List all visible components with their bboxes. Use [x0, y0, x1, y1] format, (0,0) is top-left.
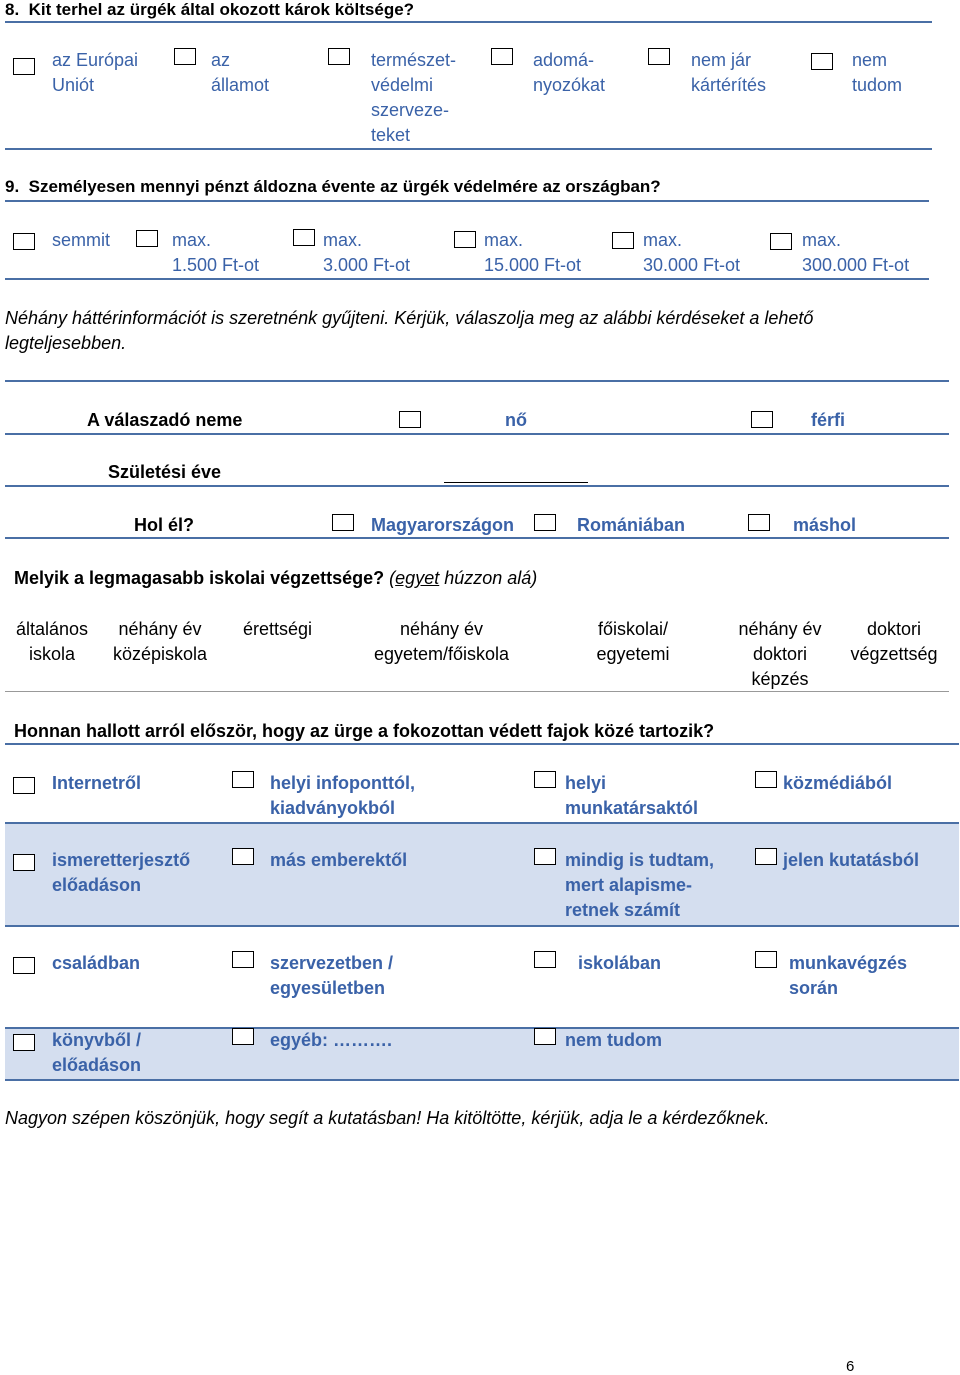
- checkbox-source-dont-know[interactable]: [534, 1028, 556, 1045]
- option-no-compensation: nem jár kártérítés: [691, 50, 767, 95]
- divider: [5, 200, 929, 202]
- divider: [5, 148, 932, 150]
- checkbox-other[interactable]: [232, 1028, 254, 1045]
- divider: [5, 433, 949, 435]
- option-local-staff: helyi munkatársaktól: [565, 773, 699, 818]
- option-romania: Romániában: [577, 515, 686, 535]
- option-book: könyvből / előadáson: [52, 1030, 142, 1075]
- option-max-15000: max. 15.000 Ft-ot: [484, 230, 582, 275]
- checkbox-always-knew[interactable]: [534, 848, 556, 865]
- checkbox-max-15000[interactable]: [454, 231, 476, 248]
- option-max-300000: max. 300.000 Ft-ot: [802, 230, 910, 275]
- option-dont-know: nem tudom: [852, 50, 903, 95]
- checkbox-no-compensation[interactable]: [648, 48, 670, 65]
- thank-you-note: Nagyon szépen köszönjük, hogy segít a kutatásban! Ha kitöltötte, kérjük, adja le a kérdezőknek.: [5, 1108, 770, 1128]
- checkbox-hungary[interactable]: [332, 514, 354, 531]
- birth-year-label: Születési éve: [108, 462, 222, 482]
- option-always-knew: mindig is tudtam, mert alapisme- retnek számít: [565, 850, 715, 920]
- page-number: 6: [846, 1358, 855, 1375]
- checkbox-book[interactable]: [13, 1034, 35, 1051]
- option-conservation: természet- védelmi szerveze- teket: [371, 50, 457, 145]
- option-info-point: helyi infoponttól, kiadványokból: [270, 773, 415, 818]
- option-public-media: közmédiából: [783, 773, 893, 793]
- option-male: férfi: [811, 410, 846, 430]
- intro-text: Néhány háttérinformációt is szeretnénk gyűjteni. Kérjük, válaszolja meg az alábbi kérdéseket a lehető legteljesebben.: [5, 308, 814, 353]
- option-lecture: ismeretterjesztő előadáson: [52, 850, 191, 895]
- education-question-text: Melyik a legmagasabb iskolai végzettsége?: [14, 568, 385, 588]
- option-this-survey: jelen kutatásból: [783, 850, 920, 870]
- option-state: az államot: [211, 50, 270, 95]
- checkbox-state[interactable]: [174, 48, 196, 65]
- education-some-university[interactable]: néhány év egyetem/főiskola: [373, 619, 510, 664]
- divider: [5, 537, 949, 539]
- education-graduation[interactable]: érettségi: [242, 619, 313, 639]
- option-female: nő: [505, 410, 527, 430]
- checkbox-info-point[interactable]: [232, 771, 254, 788]
- education-some-secondary[interactable]: néhány év középiskola: [112, 619, 208, 664]
- option-family: családban: [52, 953, 141, 973]
- education-doctorate[interactable]: doktori végzettség: [850, 619, 938, 664]
- divider: [5, 1079, 959, 1081]
- education-elementary[interactable]: általános iskola: [15, 619, 89, 664]
- checkbox-max-1500[interactable]: [136, 230, 158, 247]
- checkbox-lecture[interactable]: [13, 854, 35, 871]
- option-school: iskolában: [578, 953, 662, 973]
- checkbox-conservation[interactable]: [328, 48, 350, 65]
- checkbox-this-survey[interactable]: [755, 848, 777, 865]
- checkbox-school[interactable]: [534, 951, 556, 968]
- checkbox-max-300000[interactable]: [770, 233, 792, 250]
- option-taxpayers: adomá- nyozókat: [533, 50, 606, 95]
- option-nothing: semmit: [52, 230, 110, 250]
- option-other-people: más emberektől: [270, 850, 408, 870]
- checkbox-elsewhere[interactable]: [748, 514, 770, 531]
- checkbox-max-3000[interactable]: [293, 229, 315, 246]
- checkbox-taxpayers[interactable]: [491, 48, 513, 65]
- option-eu: az Európai Uniót: [52, 50, 139, 95]
- checkbox-public-media[interactable]: [755, 771, 777, 788]
- education-question: [14, 566, 537, 591]
- option-internet: Internetről: [52, 773, 142, 793]
- divider: [5, 380, 949, 382]
- option-work: munkavégzés során: [789, 953, 908, 998]
- option-organization: szervezetben / egyesületben: [270, 953, 394, 998]
- checkbox-nothing[interactable]: [13, 233, 35, 250]
- residence-label: Hol él?: [134, 515, 195, 535]
- option-elsewhere: máshol: [793, 515, 857, 535]
- divider: [5, 743, 959, 745]
- checkbox-dont-know[interactable]: [811, 53, 833, 70]
- gender-label: A válaszadó neme: [87, 410, 243, 430]
- education-college-university[interactable]: főiskolai/ egyetemi: [596, 619, 670, 664]
- q9-title: 9. Személyesen mennyi pénzt áldozna évente az ürgék védelmére az országban?: [5, 177, 661, 196]
- checkbox-female[interactable]: [399, 411, 421, 428]
- divider: [5, 278, 929, 280]
- checkbox-local-staff[interactable]: [534, 771, 556, 788]
- q8-title: 8. Kit terhel az ürgék által okozott károk költsége?: [5, 0, 415, 19]
- checkbox-eu[interactable]: [13, 58, 35, 75]
- source-question: Honnan hallott arról először, hogy az ürge a fokozottan védett fajok közé tartozik?: [14, 721, 715, 741]
- checkbox-work[interactable]: [755, 951, 777, 968]
- option-source-dont-know: nem tudom: [565, 1030, 662, 1050]
- checkbox-male[interactable]: [751, 411, 773, 428]
- option-max-30000: max. 30.000 Ft-ot: [643, 230, 741, 275]
- row-band: [5, 1028, 959, 1080]
- option-max-3000: max. 3.000 Ft-ot: [323, 230, 411, 275]
- checkbox-organization[interactable]: [232, 951, 254, 968]
- education-hint: (egyet húzzon alá): [389, 568, 538, 588]
- divider: [5, 1027, 959, 1029]
- divider: [5, 485, 949, 487]
- checkbox-max-30000[interactable]: [612, 232, 634, 249]
- divider: [5, 691, 949, 692]
- option-hungary: Magyarországon: [371, 515, 515, 535]
- checkbox-family[interactable]: [13, 957, 35, 974]
- divider: [5, 925, 959, 927]
- divider: [5, 822, 959, 824]
- checkbox-other-people[interactable]: [232, 848, 254, 865]
- education-some-doctoral[interactable]: néhány év doktori képzés: [738, 619, 822, 689]
- option-other: egyéb: ……….: [270, 1030, 393, 1050]
- birth-year-input[interactable]: [444, 482, 588, 483]
- option-max-1500: max. 1.500 Ft-ot: [172, 230, 260, 275]
- checkbox-internet[interactable]: [13, 777, 35, 794]
- checkbox-romania[interactable]: [534, 514, 556, 531]
- divider: [5, 21, 932, 23]
